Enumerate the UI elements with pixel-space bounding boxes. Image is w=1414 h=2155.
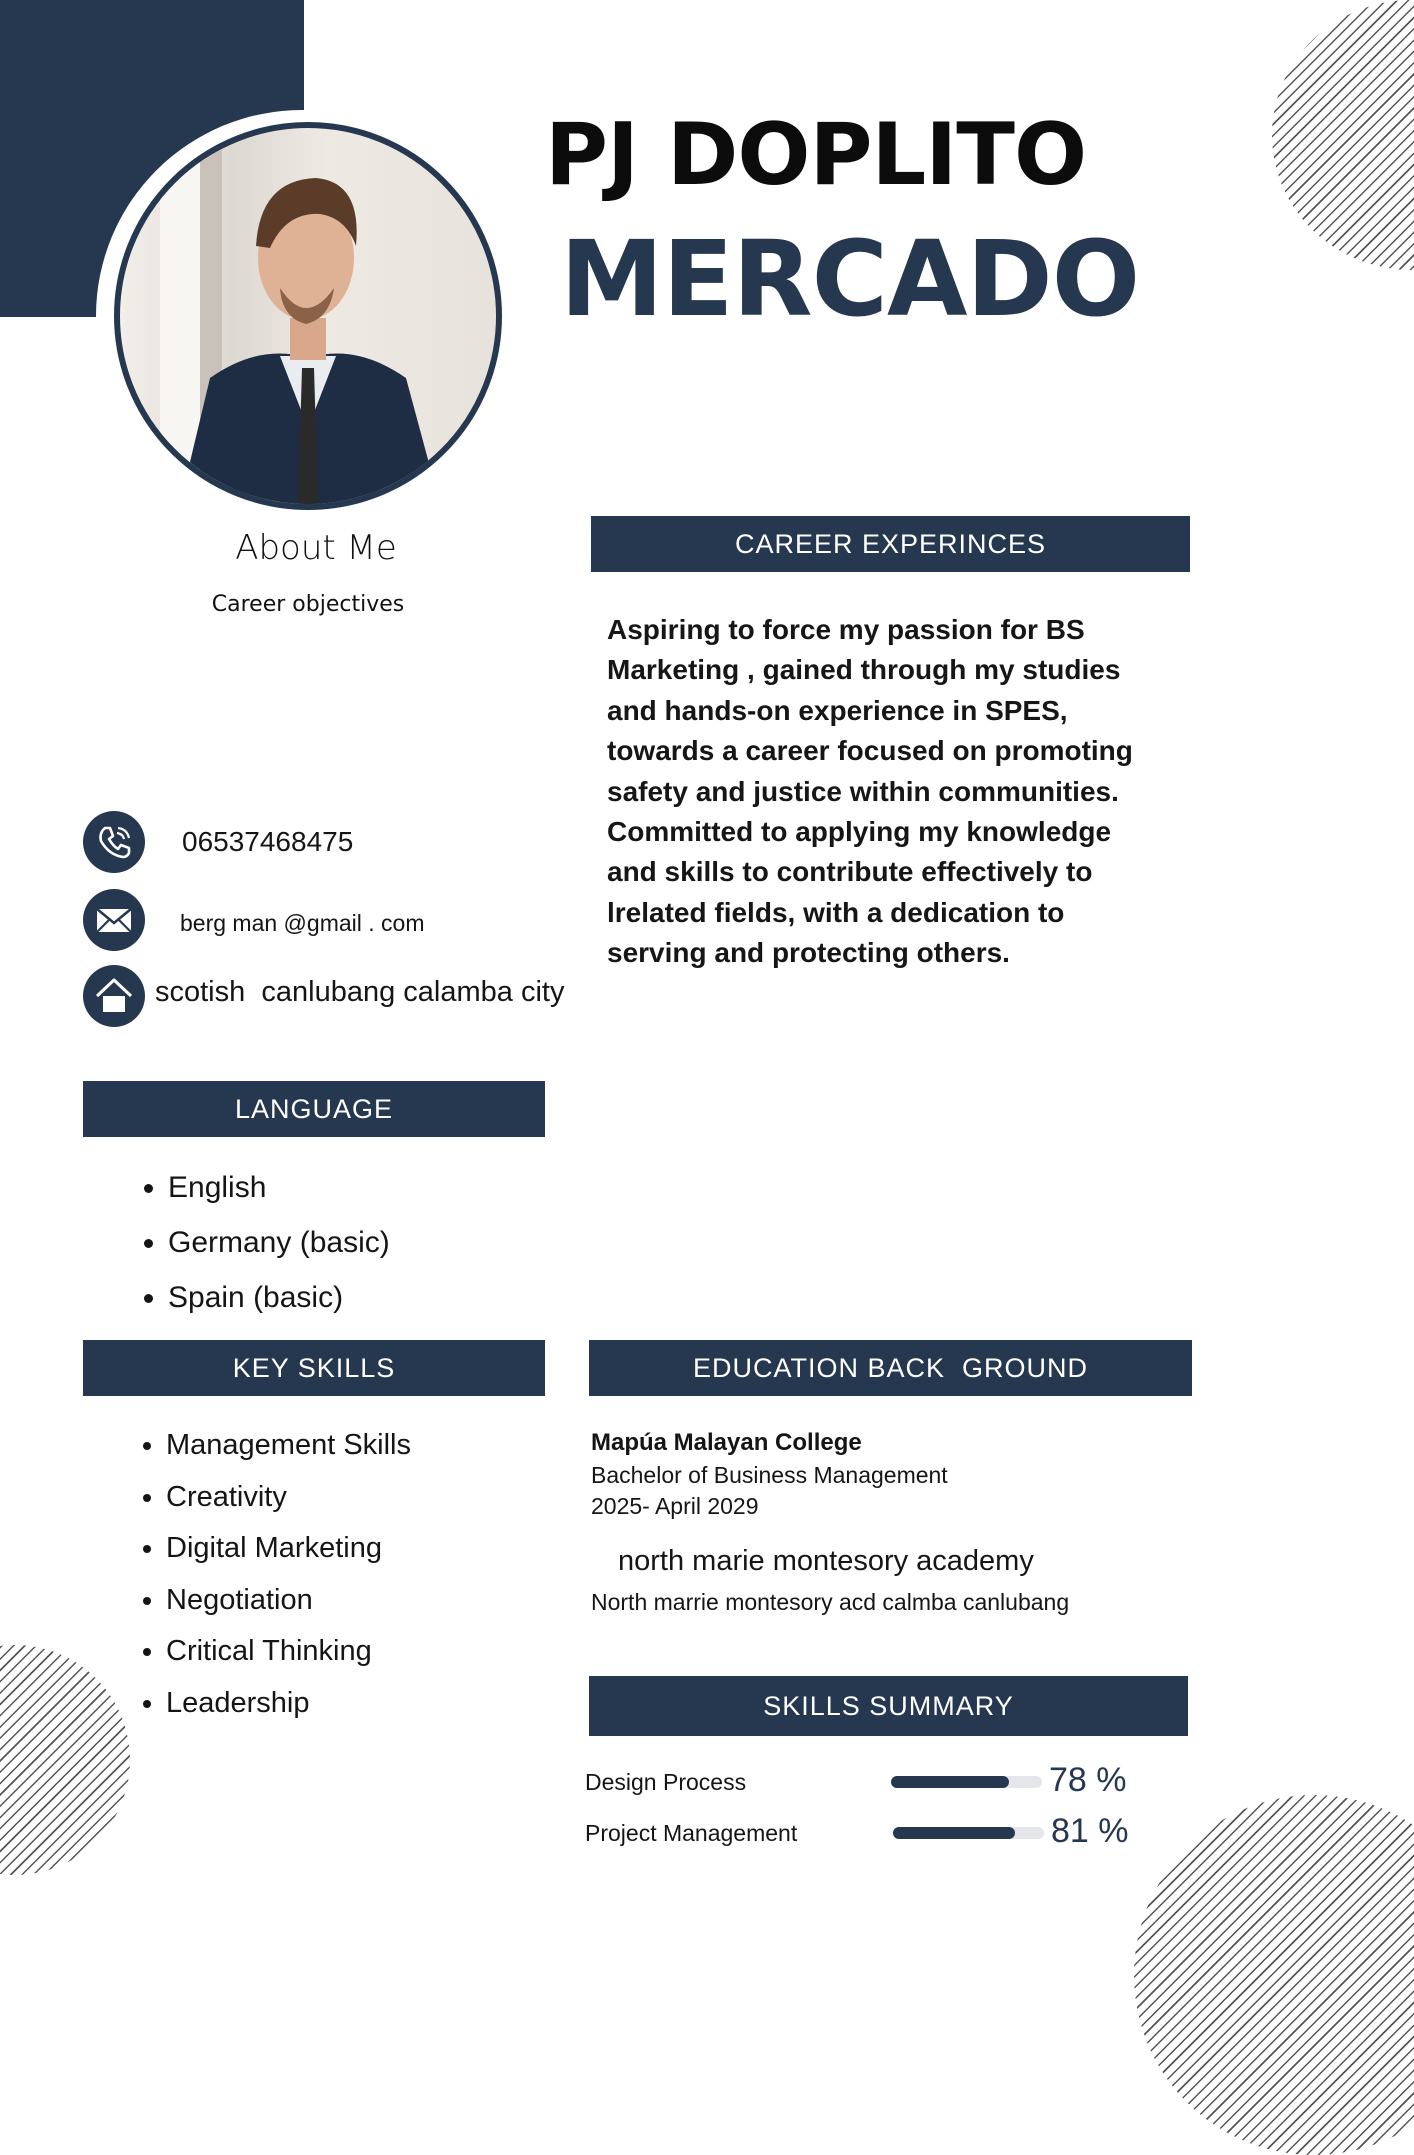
skill-item: • Creativity bbox=[166, 1472, 411, 1524]
education-heading-text: EDUCATION BACK GROUND bbox=[692, 1353, 1089, 1383]
language-item: • Spain (basic) bbox=[168, 1270, 390, 1325]
skill-item: • Negotiation bbox=[166, 1575, 411, 1627]
email-icon bbox=[83, 889, 145, 951]
skills-summary-heading bbox=[589, 1676, 1188, 1736]
profile-illustration bbox=[120, 128, 496, 504]
skill-item: • Digital Marketing bbox=[166, 1523, 411, 1575]
career-experiences-heading-text: CAREER EXPERINCES bbox=[734, 529, 1047, 559]
phone-icon bbox=[83, 811, 145, 873]
skill-item: • Critical Thinking bbox=[166, 1626, 411, 1678]
language-item: • English bbox=[168, 1160, 390, 1215]
email-address: berg man @gmail . com bbox=[180, 910, 425, 936]
summary-track-design bbox=[891, 1776, 1042, 1788]
key-skills-heading bbox=[83, 1340, 545, 1396]
skill-item: • Management Skills bbox=[166, 1420, 411, 1472]
summary-label-project: Project Management bbox=[585, 1820, 798, 1846]
name-last-line: MERCADO bbox=[560, 218, 1140, 340]
language-list bbox=[126, 1160, 390, 1325]
degree-1: Bachelor of Business Management bbox=[591, 1462, 948, 1488]
language-heading-text: LANGUAGE bbox=[234, 1094, 394, 1124]
home-address: scotish canlubang calamba city bbox=[155, 976, 565, 1008]
hatch-circle-bottom-left bbox=[0, 1645, 130, 1875]
career-experiences-heading bbox=[591, 516, 1190, 572]
key-skills-list bbox=[124, 1420, 411, 1729]
summary-label-design: Design Process bbox=[585, 1769, 747, 1795]
skill-item: • Leadership bbox=[166, 1678, 411, 1730]
education-heading bbox=[589, 1340, 1192, 1396]
summary-fill-project bbox=[893, 1827, 1015, 1839]
career-objectives-subtitle: Career objectives bbox=[211, 592, 405, 617]
key-skills-heading-text: KEY SKILLS bbox=[232, 1353, 396, 1383]
summary-percent-project: 81 % bbox=[1051, 1812, 1129, 1850]
summary-track-project bbox=[893, 1827, 1044, 1839]
profile-photo bbox=[114, 122, 502, 510]
about-me-title: About Me bbox=[235, 528, 397, 568]
school-detail-2: North marrie montesory acd calmba canlubang bbox=[591, 1589, 1070, 1615]
language-item: • Germany (basic) bbox=[168, 1215, 390, 1270]
phone-number: 06537468475 bbox=[182, 826, 354, 857]
years-1: 2025- April 2029 bbox=[591, 1493, 759, 1519]
school-name-1: Mapúa Malayan College bbox=[591, 1429, 862, 1456]
hatch-circle-bottom-right bbox=[1134, 1795, 1414, 2155]
home-icon bbox=[83, 965, 145, 1027]
skills-summary-heading-text: SKILLS SUMMARY bbox=[763, 1691, 1014, 1721]
language-heading bbox=[83, 1081, 545, 1137]
career-objective-text: Aspiring to force my passion for BS Marketing , gained through my studies and hands-on experience in SPES, towards a career focused on promoting safety and justice within communities. Committed to applying my knowledge and skills to contribute effectively to lrelated fields, with a dedication to serving and protecting others. bbox=[607, 614, 1133, 969]
name-first-line: PJ DOPLITO bbox=[545, 105, 1087, 205]
summary-percent-design: 78 % bbox=[1049, 1761, 1127, 1799]
school-name-2: north marie montesory academy bbox=[618, 1545, 1034, 1577]
summary-fill-design bbox=[891, 1776, 1009, 1788]
hatch-circle-top-right bbox=[1272, 0, 1414, 270]
